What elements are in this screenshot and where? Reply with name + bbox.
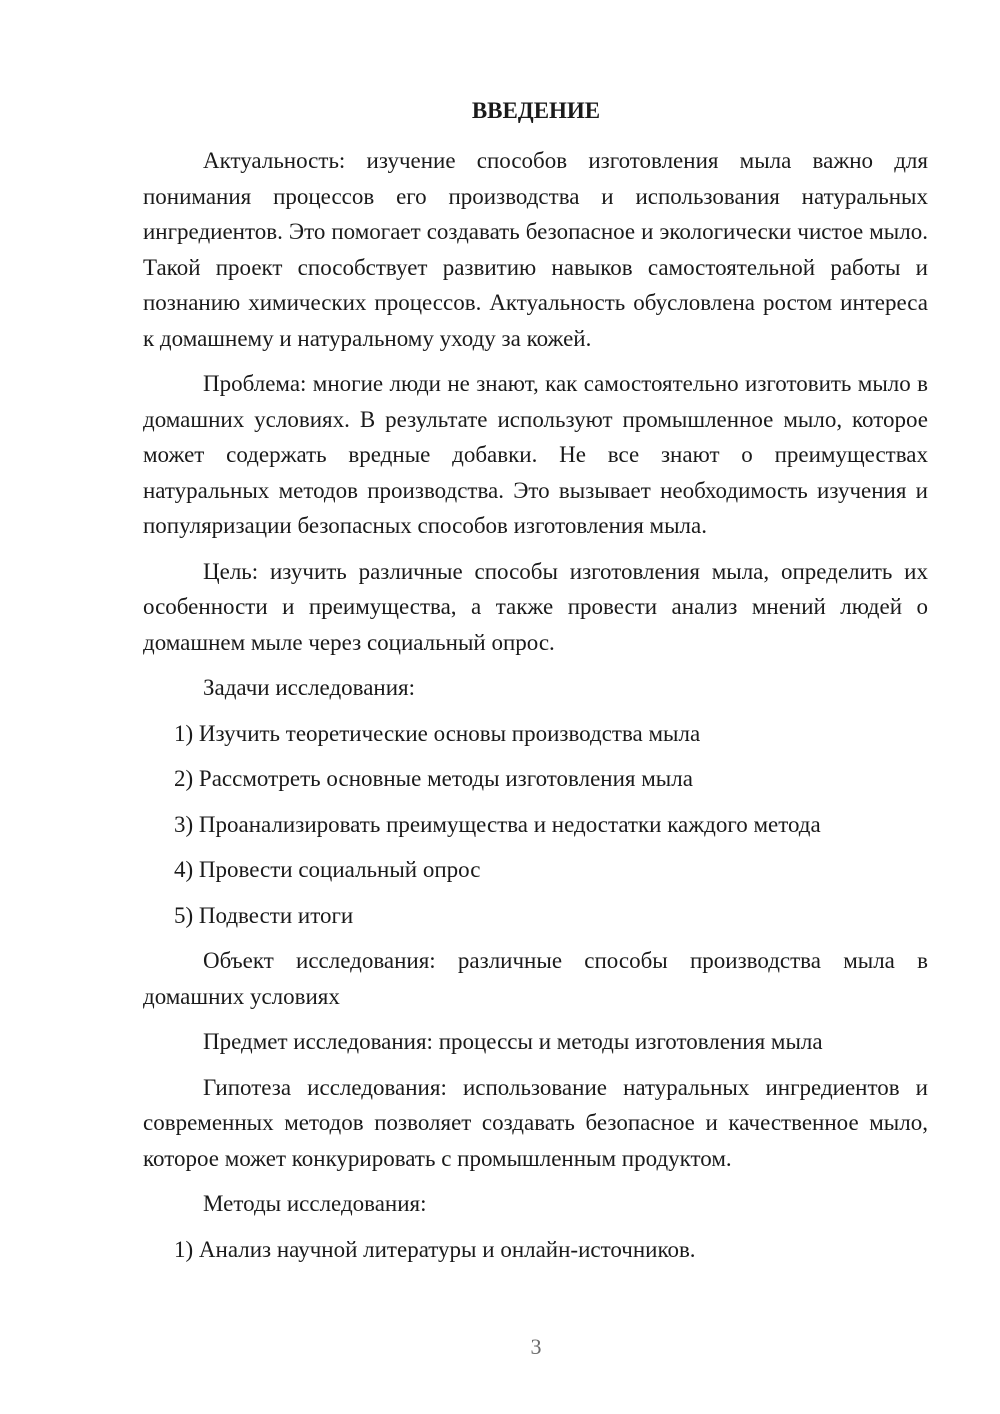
- hypothesis-paragraph: Гипотеза исследования: использование натуральных ингредиентов и современных методов позволяет создавать безопасное и качественное мыло, которое может конкурировать с промышленным продуктом.: [143, 1074, 928, 1171]
- page-number: 3: [530, 1334, 542, 1359]
- goal-paragraph: Цель: изучить различные способы изготовления мыла, определить их особенности и преимущества, а также провести анализ мнений людей о домашнем мыле через социальный опрос.: [143, 558, 928, 655]
- tasks-heading: Задачи исследования:: [203, 675, 416, 700]
- tasks-list: [143, 716, 928, 934]
- list-item: 4) Провести социальный опрос: [174, 857, 481, 882]
- list-item: 3) Проанализировать преимущества и недостатки каждого метода: [174, 811, 821, 837]
- body-text: [143, 143, 928, 1277]
- section-heading: ВВЕДЕНИЕ: [471, 98, 601, 123]
- subject-paragraph: Предмет исследования: процессы и методы изготовления мыла: [203, 1029, 823, 1054]
- list-item: 1) Анализ научной литературы и онлайн-источников.: [174, 1236, 696, 1262]
- methods-list: [143, 1232, 928, 1268]
- list-item: 5) Подвести итоги: [174, 902, 354, 928]
- object-paragraph: Объект исследования: различные способы производства мыла в домашних условиях: [143, 948, 928, 1009]
- problem-paragraph: Проблема: многие люди не знают, как самостоятельно изготовить мыло в домашних условиях. В результате используют промышленное мыло, которое может содержать вредные добавки. Не все знают о преимуществах натуральных методов производства. Это вызывает необходимость изучения и популяризации безопасных способов изготовления мыла.: [143, 371, 928, 538]
- list-item: 2) Рассмотреть основные методы изготовления мыла: [174, 766, 693, 791]
- list-item: 1) Изучить теоретические основы производства мыла: [174, 720, 701, 746]
- methods-heading: Методы исследования:: [203, 1191, 427, 1216]
- relevance-paragraph: Актуальность: изучение способов изготовления мыла важно для понимания процессов его производства и использования натуральных ингредиентов. Это помогает создавать безопасное и экологически чистое мыло. Такой проект способствует развитию навыков самостоятельной работы и познанию химических процессов. Актуальность обусловлена ростом интереса к домашнему и натуральному уходу за кожей.: [143, 148, 928, 351]
